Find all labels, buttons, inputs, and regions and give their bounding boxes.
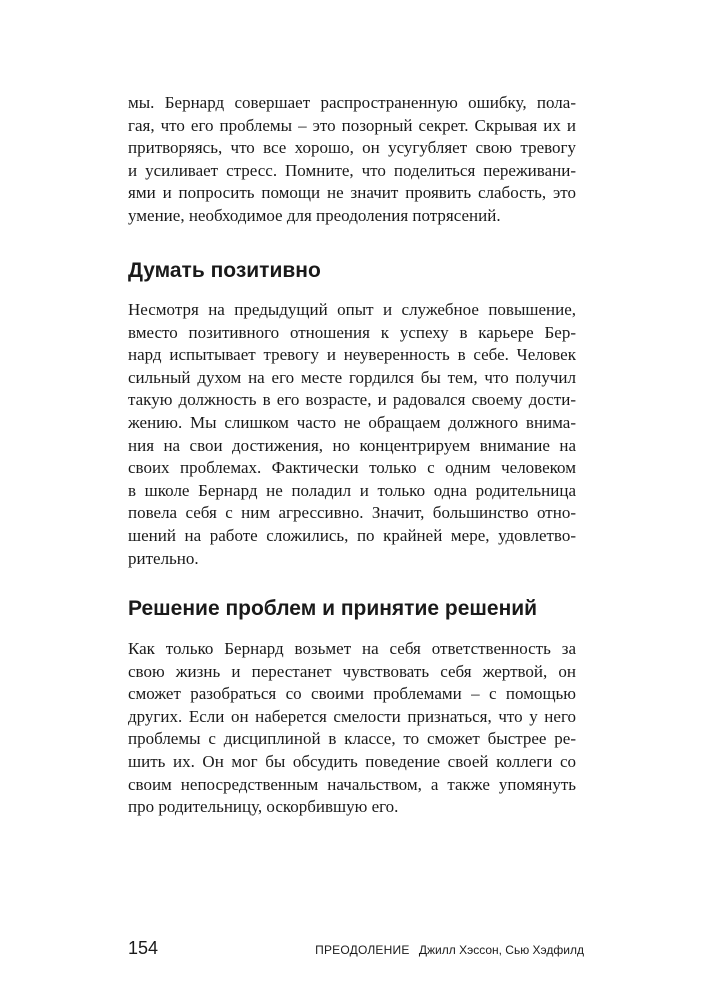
book-authors: Джилл Хэссон, Сью Хэдфилд [418,943,584,957]
section-paragraph-positive-thinking [128,299,576,570]
text-line: повела себя с ним агрессивно. Значит, большинство отно- [128,503,576,523]
section-heading-positive-thinking: Думать позитивно [128,259,321,282]
text-line: рительно. [128,548,199,568]
text-line: про родительницу, оскорбившую его. [128,797,399,817]
text-line: своим непосредственным начальством, а также упомянуть [128,774,576,794]
text-line: Как только Бернард возьмет на себя ответственность за [128,639,576,658]
text-line: других. Если он наберется смелости признаться, что у него [128,706,576,726]
text-line: Несмотря на предыдущий опыт и служебное повышение, [128,300,576,319]
intro-paragraph [128,92,576,228]
text-line: своих проблемах. Фактически только с одним человеком [128,458,576,478]
text-line: шить их. Он мог бы обсудить поведение своей коллеги со [128,751,576,771]
text-line: гая, что его проблемы – это позорный секрет. Скрывая их и [128,115,576,135]
page-number: 154 [128,938,159,958]
text-line: мы. Бернард совершает распространенную ошибку, пола- [128,93,576,112]
book-title: ПРЕОДОЛЕНИЕ [315,943,410,957]
text-line: жению. Мы слишком часто не обращаем должного внима- [128,412,576,432]
text-line: ния на свои достижения, но концентрируем внимание на [128,435,576,455]
text-line: ями и попросить помощи не значит проявить слабость, это [128,183,576,203]
text-line: в школе Бернард не поладил и только одна родительница [128,480,576,500]
running-footer [315,943,584,957]
text-line: и усиливает стресс. Помните, что поделиться переживани- [128,160,576,180]
text-line: сможет разобраться со своими проблемами – с помощью [128,684,576,704]
text-line: умение, необходимое для преодоления потрясений. [128,205,501,225]
section-heading-problem-solving: Решение проблем и принятие решений [128,597,538,620]
text-line: проблемы с дисциплиной в классе, то сможет быстрее ре- [128,729,576,749]
section-paragraph-problem-solving [128,638,576,819]
text-line: шений на работе сложились, по крайней мере, удовлетво- [128,525,576,545]
text-line: нард испытывает тревогу и неуверенность в себе. Человек [128,345,576,365]
text-line: сильный духом на его месте гордился бы тем, что получил [128,367,576,387]
text-line: притворяясь, что все хорошо, он усугубляет свою тревогу [128,138,576,158]
text-line: такую должность в его возрасте, и радовался своему дости- [128,390,576,410]
text-line: вместо позитивного отношения к успеху в карьере Бер- [128,322,576,342]
text-line: свою жизнь и перестанет чувствовать себя жертвой, он [128,661,576,681]
